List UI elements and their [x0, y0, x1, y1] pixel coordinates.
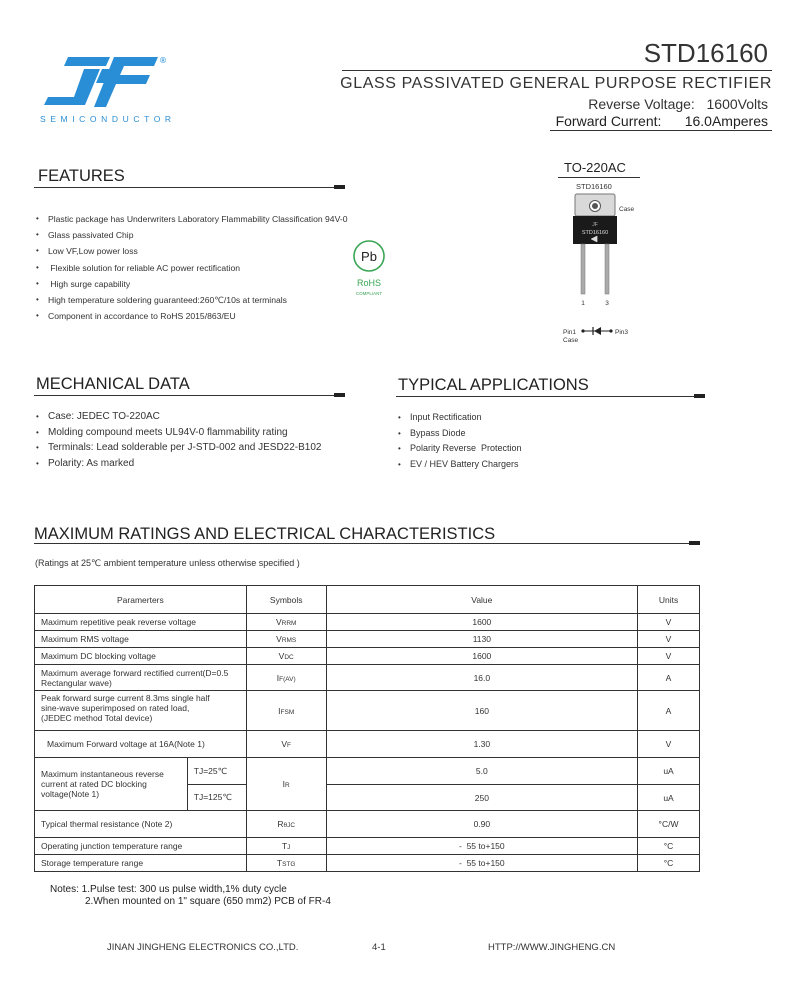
pin1-number: 1	[581, 300, 585, 307]
registered-mark: ®	[159, 56, 167, 65]
header-units: Units	[638, 586, 700, 614]
list-item: • EV / HEV Battery Chargers	[398, 457, 522, 473]
pin3-number: 3	[605, 300, 609, 307]
note-2: 2.When mounted on 1" square (650 mm2) PCB of FR-4	[85, 895, 331, 907]
features-rule-cap	[334, 185, 345, 189]
symbol-cell: RθJC	[246, 811, 326, 838]
footer-url[interactable]: HTTP://WWW.JINGHENG.CN	[488, 942, 616, 953]
to220-package-diagram	[555, 178, 665, 348]
unit-cell: V	[638, 731, 700, 758]
list-item: • High surge capability	[36, 276, 347, 292]
condition-cell: TJ=125℃	[187, 785, 246, 811]
unit-cell: A	[638, 665, 700, 691]
compliant-label: COMPLIANT	[355, 291, 383, 296]
symbol-cell: VRMS	[246, 631, 326, 648]
features-title: FEATURES	[38, 167, 125, 185]
table-row	[35, 614, 700, 631]
case-label-2: Case	[563, 337, 579, 344]
case-label: Case	[619, 206, 635, 213]
value-cell: 16.0	[326, 665, 637, 691]
header-rule-2	[550, 130, 772, 131]
list-item: • Case: JEDEC TO-220AC	[36, 409, 321, 425]
forward-current: Forward Current: 16.0Amperes	[555, 113, 768, 129]
package-name: TO-220AC	[564, 160, 626, 175]
value-cell: 1130	[326, 631, 637, 648]
table-row	[35, 731, 700, 758]
mechanical-title: MECHANICAL DATA	[36, 375, 190, 393]
symbol-cell: TJ	[246, 838, 326, 855]
table-row	[35, 691, 700, 731]
list-item: • Polarity Reverse Protection	[398, 441, 522, 457]
ratings-title: MAXIMUM RATINGS AND ELECTRICAL CHARACTERISTICS	[34, 525, 496, 543]
value-cell: 160	[326, 691, 637, 731]
features-list	[36, 211, 347, 324]
list-item: • High temperature soldering guaranteed:260℃/10s at terminals	[36, 292, 347, 308]
ratings-rule	[34, 543, 699, 544]
features-rule	[34, 187, 336, 188]
ratings-table	[34, 585, 700, 872]
param-cell: Maximum average forward rectified current(D=0.5 Rectangular wave)	[35, 665, 247, 691]
list-item: • Molding compound meets UL94V-0 flammability rating	[36, 425, 321, 441]
table-row	[35, 758, 700, 785]
applications-title: TYPICAL APPLICATIONS	[398, 376, 589, 394]
value-cell: 250	[326, 785, 637, 811]
header-rule	[342, 70, 772, 71]
value-cell: - 55 to+150	[326, 855, 637, 872]
header-param: Paramerters	[35, 586, 247, 614]
table-header-row	[35, 586, 700, 614]
symbol-cell: TSTG	[246, 855, 326, 872]
applications-list	[398, 410, 522, 472]
package-part-label: STD16160	[576, 182, 612, 191]
unit-cell: °C/W	[638, 811, 700, 838]
symbol-cell: IFSM	[246, 691, 326, 731]
rohs-badge	[345, 238, 393, 300]
applications-rule	[396, 396, 704, 397]
pin3-label: Pin3	[615, 329, 629, 336]
part-number: STD16160	[643, 38, 768, 68]
unit-cell: uA	[638, 785, 700, 811]
unit-cell: V	[638, 631, 700, 648]
list-item: • Low VF,Low power loss	[36, 243, 347, 259]
unit-cell: uA	[638, 758, 700, 785]
note-1: Notes: 1.Pulse test: 300 us pulse width,1% duty cycle	[50, 884, 287, 895]
param-cell: Maximum RMS voltage	[35, 631, 247, 648]
value-cell: 1600	[326, 614, 637, 631]
table-row	[35, 855, 700, 872]
value-cell: 1.30	[326, 731, 637, 758]
reverse-voltage: Reverse Voltage: 1600Volts	[588, 96, 768, 112]
param-cell: Maximum repetitive peak reverse voltage	[35, 614, 247, 631]
mechanical-list	[36, 409, 321, 471]
list-item: • Input Rectification	[398, 410, 522, 426]
symbol-cell: VRRM	[246, 614, 326, 631]
list-item: • Polarity: As marked	[36, 456, 321, 472]
list-item: • Terminals: Lead solderable per J-STD-002 and JESD22-B102	[36, 440, 321, 456]
mechanical-rule	[34, 395, 340, 396]
list-item: • Component in accordance to RoHS 2015/863/EU	[36, 308, 347, 324]
symbol-cell: VDC	[246, 648, 326, 665]
param-cell: Maximum Forward voltage at 16A(Note 1)	[35, 731, 247, 758]
ratings-rule-cap	[689, 541, 700, 545]
unit-cell: A	[638, 691, 700, 731]
document-title: GLASS PASSIVATED GENERAL PURPOSE RECTIFIER	[340, 75, 772, 92]
table-row	[35, 665, 700, 691]
param-cell: Maximum instantaneous reverse current at rated DC blocking voltage(Note 1)	[35, 758, 188, 811]
list-item: • Plastic package has Underwriters Laboratory Flammability Classification 94V-0	[36, 211, 347, 227]
list-item: • Flexible solution for reliable AC power rectification	[36, 260, 347, 276]
table-row	[35, 838, 700, 855]
notes	[50, 884, 331, 907]
condition-cell: TJ=25℃	[187, 758, 246, 785]
symbol-cell: IF(AV)	[246, 665, 326, 691]
unit-cell: °C	[638, 855, 700, 872]
param-cell: Maximum DC blocking voltage	[35, 648, 247, 665]
pin1-label: Pin1	[563, 329, 577, 336]
mechanical-rule-cap	[334, 393, 345, 397]
unit-cell: V	[638, 614, 700, 631]
symbol-cell: VF	[246, 731, 326, 758]
body-logo: JF	[592, 222, 598, 228]
applications-rule-cap	[694, 394, 705, 398]
logo-subtitle: SEMICONDUCTOR	[40, 114, 176, 124]
param-cell: Operating junction temperature range	[35, 838, 247, 855]
table-row	[35, 631, 700, 648]
param-cell: Peak forward surge current 8.3ms single half sine-wave superimposed on rated load, (JEDEC method Total device)	[35, 691, 247, 731]
footer-page: 4-1	[372, 942, 386, 953]
body-part: STD16160	[581, 230, 609, 236]
pb-label: Pb	[361, 249, 377, 264]
header-symbol: Symbols	[246, 586, 326, 614]
value-cell: 5.0	[326, 758, 637, 785]
symbol-cell: IR	[246, 758, 326, 811]
list-item: • Bypass Diode	[398, 426, 522, 442]
value-cell: 1600	[326, 648, 637, 665]
table-row	[35, 648, 700, 665]
unit-cell: °C	[638, 838, 700, 855]
rohs-label: RoHS	[356, 278, 382, 288]
header-value: Value	[326, 586, 637, 614]
param-cell: Typical thermal resistance (Note 2)	[35, 811, 247, 838]
unit-cell: V	[638, 648, 700, 665]
value-cell: - 55 to+150	[326, 838, 637, 855]
footer-company: JINAN JINGHENG ELECTRONICS CO.,LTD.	[107, 942, 299, 953]
list-item: • Glass passivated Chip	[36, 227, 347, 243]
table-row	[35, 811, 700, 838]
param-cell: Storage temperature range	[35, 855, 247, 872]
ratings-subtitle: (Ratings at 25℃ ambient temperature unless otherwise specified )	[35, 558, 300, 568]
value-cell: 0.90	[326, 811, 637, 838]
